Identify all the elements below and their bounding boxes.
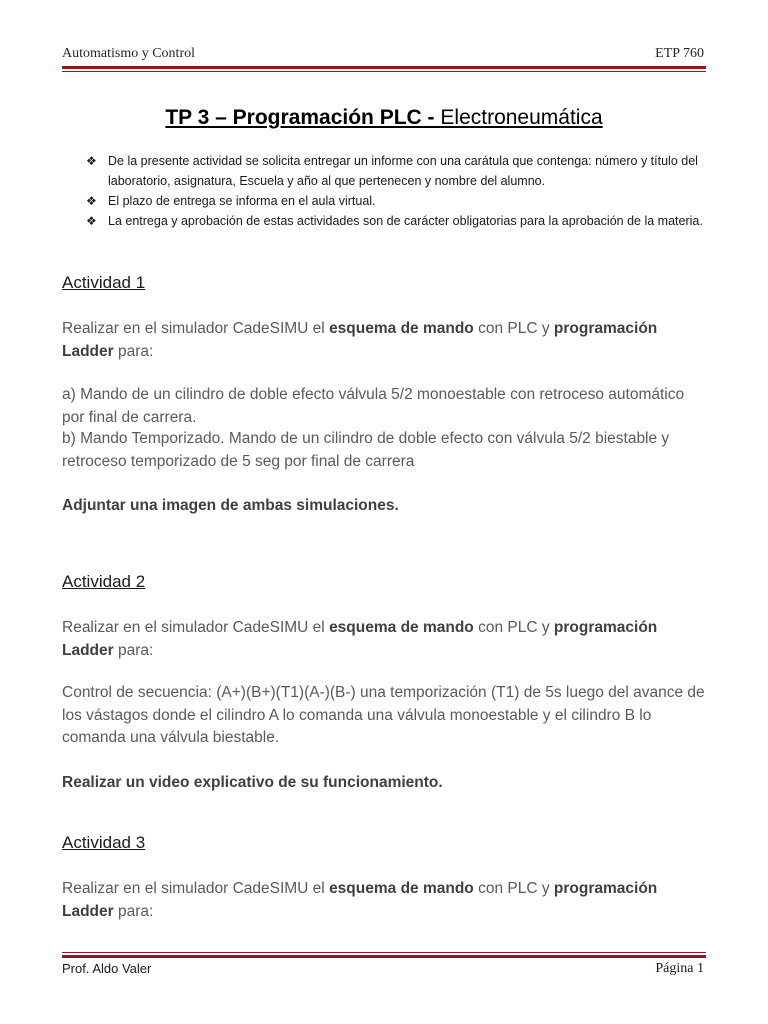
header-course-name: Automatismo y Control — [62, 46, 195, 61]
intro-text: con PLC y — [473, 619, 554, 636]
intro-text: Realizar en el simulador CadeSIMU el — [62, 619, 330, 636]
activity-3-intro — [62, 878, 710, 923]
intro-text: con PLC y — [473, 320, 554, 337]
footer-rule-thin — [62, 952, 706, 953]
list-item — [88, 151, 708, 191]
intro-text: para: — [113, 902, 154, 920]
list-item — [88, 191, 708, 211]
intro-bold-text: programación Ladder — [62, 880, 658, 920]
intro-text: para: — [113, 342, 154, 360]
footer-author: Prof. Aldo Valer — [62, 961, 152, 976]
intro-text: Realizar en el simulador CadeSIMU el — [62, 880, 330, 897]
activity-3-heading: Actividad 3 — [62, 833, 146, 852]
list-item — [88, 211, 708, 231]
activity-1-item-a: a) Mando de un cilindro de doble efecto válvula 5/2 monoestable con retroceso automático por final de carrera. — [62, 386, 685, 426]
footer-page-number: Página 1 — [655, 961, 704, 976]
bullet-text: La entrega y aprobación de estas actividades son de carácter obligatorias para la aprobación de la materia. — [108, 214, 703, 228]
activity-2-heading: Actividad 2 — [62, 572, 146, 591]
header-school-code: ETP 760 — [655, 46, 704, 61]
title-bold-part: TP 3 – Programación PLC - — [165, 106, 441, 129]
intro-bold-text: esquema de mando — [329, 619, 474, 636]
activity-2-body: Control de secuencia: (A+)(B+)(T1)(A-)(B-) una temporización (T1) de 5s luego del avance de los vástagos donde el cilindro A lo comanda una válvula monoestable y el cilindro B lo comanda una válvula biestable. — [62, 684, 705, 746]
document-title — [0, 106, 768, 130]
activity-1-closing: Adjuntar una imagen de ambas simulaciones. — [62, 497, 399, 514]
intro-bold-text: esquema de mando — [329, 880, 474, 897]
diamond-bullet-icon: ❖ — [86, 194, 97, 208]
intro-text: Realizar en el simulador CadeSIMU el — [62, 320, 330, 337]
intro-bold-text: programación Ladder — [62, 320, 658, 360]
header-rule-thin — [62, 71, 706, 72]
diamond-bullet-icon: ❖ — [86, 214, 97, 228]
header-rule-thick — [62, 66, 706, 69]
footer-rule-thick — [62, 955, 706, 958]
title-normal-part: Electroneumática — [440, 106, 603, 129]
activity-1-heading: Actividad 1 — [62, 273, 146, 292]
intro-text: para: — [113, 641, 154, 659]
activity-1-item-b: b) Mando Temporizado. Mando de un cilindro de doble efecto con válvula 5/2 biestable y retroceso temporizado de 5 seg por final de carrera — [62, 430, 670, 470]
activity-1-intro — [62, 318, 710, 363]
page-header — [62, 46, 704, 64]
activity-2-intro — [62, 617, 710, 662]
diamond-bullet-icon: ❖ — [86, 154, 97, 168]
activity-2-closing: Realizar un video explicativo de su funcionamiento. — [62, 774, 443, 791]
page-footer — [62, 961, 706, 977]
bullet-text: El plazo de entrega se informa en el aula virtual. — [108, 194, 376, 208]
intro-bold-text: programación Ladder — [62, 619, 658, 659]
instructions-list — [88, 151, 708, 231]
intro-text: con PLC y — [473, 880, 554, 897]
bullet-text: De la presente actividad se solicita entregar un informe con una carátula que contenga: número y título del laboratorio, asignatura, Escuela y año al que pertenecen y nombre del alumno. — [108, 154, 698, 188]
intro-bold-text: esquema de mando — [329, 320, 474, 337]
